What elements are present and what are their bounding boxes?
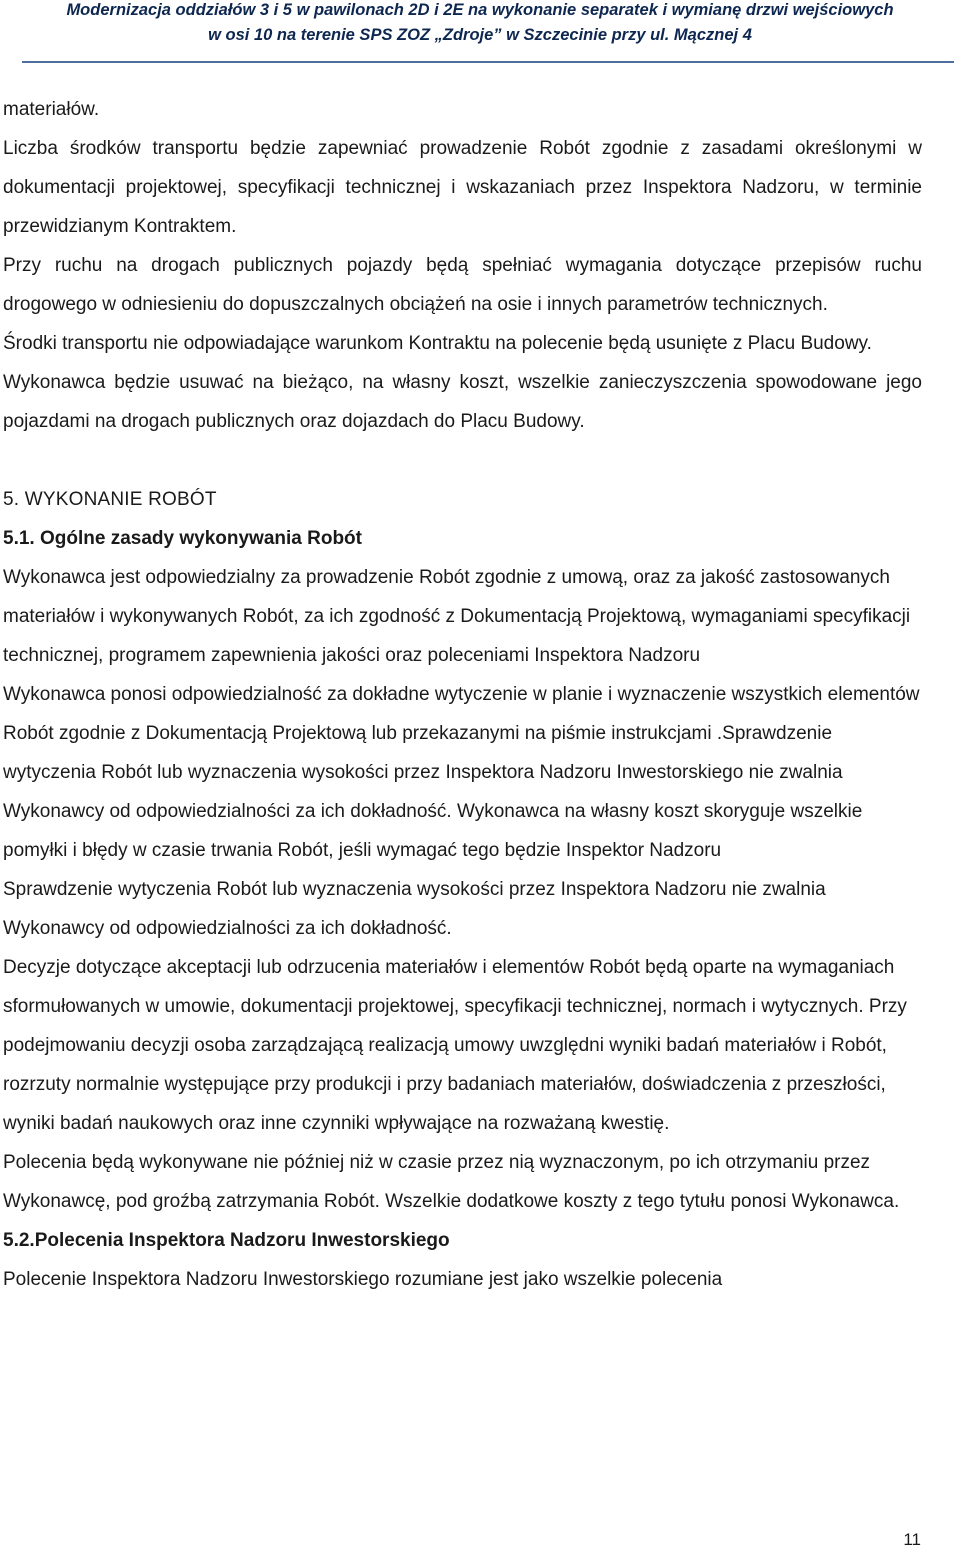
section-heading-5-2: 5.2.Polecenia Inspektora Nadzoru Inwestorskiego bbox=[3, 1230, 450, 1251]
page-header bbox=[0, 0, 960, 48]
page-number: 11 bbox=[903, 1530, 921, 1549]
paragraph-continuation: materiałów. bbox=[3, 99, 100, 120]
header-divider bbox=[22, 61, 954, 63]
spacer bbox=[3, 441, 922, 480]
paragraph-cleaning: Wykonawca będzie usuwać na bieżąco, na własny koszt, wszelkie zanieczyszczenia spowodowane jego pojazdami na drogach publicznych oraz dojazdach do Placu Budowy. bbox=[3, 372, 922, 432]
paragraph-decisions: Decyzje dotyczące akceptacji lub odrzucenia materiałów i elementów Robót będą oparte na wymaganiach sformułowanych w umowie, dokumentacji projektowej, specyfikacji technicznej, normach i wytycznych. Przy podejmowaniu decyzji osoba zarządzającą realizacją umowy uwzględni wyniki badań materiałów i Robót, rozrzuty normalnie występujące przy produkcji i przy badaniach materiałów, doświadczenia z przeszłości, wyniki badań naukowych oraz inne czynniki wpływające na rozważaną kwestię. bbox=[3, 957, 907, 1134]
header-title-line-1: Modernizacja oddziałów 3 i 5 w pawilonach 2D i 2E na wykonanie separatek i wymianę drzwi wejściowych bbox=[66, 1, 894, 19]
document-body bbox=[3, 90, 922, 1299]
section-heading-5: 5. WYKONANIE ROBÓT bbox=[3, 489, 217, 510]
paragraph-contractor-responsibility: Wykonawca jest odpowiedzialny za prowadzenie Robót zgodnie z umową, oraz za jakość zastosowanych materiałów i wykonywanych Robót, za ich zgodność z Dokumentacją Projektową, wymaganiami specyfikacji technicznej, programem zapewnienia jakości oraz poleceniami Inspektora Nadzoru bbox=[3, 567, 911, 666]
header-title-line-2: w osi 10 na terenie SPS ZOZ „Zdroje” w Szczecinie przy ul. Mącznej 4 bbox=[208, 26, 752, 44]
paragraph-setting-out: Wykonawca ponosi odpowiedzialność za dokładne wytyczenie w planie i wyznaczenie wszystkich elementów Robót zgodnie z Dokumentacją Projektową lub przekazanymi na piśmie instrukcjami .Sprawdzenie wytyczenia Robót lub wyznaczenia wysokości przez Inspektora Nadzoru Inwestorskiego nie zwalnia Wykonawcy od odpowiedzialności za ich dokładność. Wykonawca na własny koszt skoryguje wszelkie pomyłki i błędy w czasie trwania Robót, jeśli wymagać tego będzie Inspektor Nadzoru bbox=[3, 684, 920, 861]
paragraph-transport-removal: Środki transportu nie odpowiadające warunkom Kontraktu na polecenie będą usunięte z Placu Budowy. bbox=[3, 333, 872, 354]
paragraph-transport-count: Liczba środków transportu będzie zapewniać prowadzenie Robót zgodnie z zasadami określonymi w dokumentacji projektowej, specyfikacji technicznej i wskazaniach przez Inspektora Nadzoru, w terminie przewidzianym Kontraktem. bbox=[3, 138, 922, 237]
section-heading-5-1: 5.1. Ogólne zasady wykonywania Robót bbox=[3, 528, 362, 549]
paragraph-verification: Sprawdzenie wytyczenia Robót lub wyznaczenia wysokości przez Inspektora Nadzoru nie zwalnia Wykonawcy od odpowiedzialności za ich dokładność. bbox=[3, 879, 826, 939]
paragraph-public-roads: Przy ruchu na drogach publicznych pojazdy będą spełniać wymagania dotyczące przepisów ruchu drogowego w odniesieniu do dopuszczalnych obciążeń na osie i innych parametrów technicznych. bbox=[3, 255, 922, 315]
paragraph-inspector-orders: Polecenie Inspektora Nadzoru Inwestorskiego rozumiane jest jako wszelkie polecenia bbox=[3, 1269, 723, 1290]
paragraph-orders: Polecenia będą wykonywane nie później niż w czasie przez nią wyznaczonym, po ich otrzymaniu przez Wykonawcę, pod groźbą zatrzymania Robót. Wszelkie dodatkowe koszty z tego tytułu ponosi Wykonawca. bbox=[3, 1152, 900, 1212]
